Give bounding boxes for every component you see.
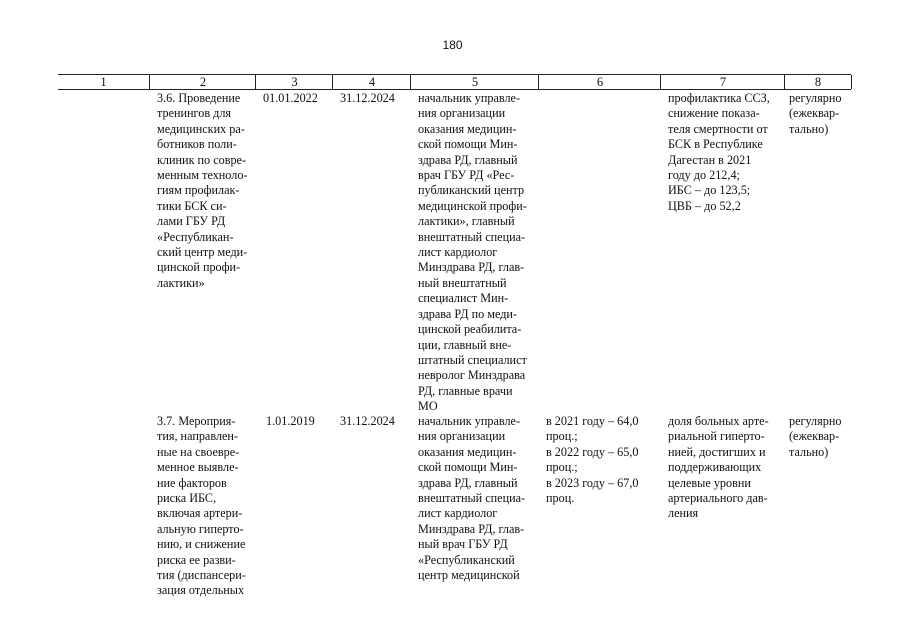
result-cell: доля больных арте- риальной гиперто- нией, достигших и поддерживающих целевые уровни артериального дав- ления: [668, 414, 769, 521]
end-date-cell: 31.12.2024: [340, 414, 395, 428]
header-col-2: 2: [149, 75, 256, 89]
header-col-3: 3: [255, 75, 333, 89]
header-col-6: 6: [538, 75, 661, 89]
start-date-cell: 01.01.2022: [263, 91, 318, 105]
indicator-cell: в 2021 году – 64,0 проц.; в 2022 году – 65,0 проц.; в 2023 году – 67,0 проц.: [546, 414, 639, 506]
table-header: [58, 74, 851, 90]
header-col-5: 5: [410, 75, 539, 89]
period-cell: регулярно (ежеквар- тально): [789, 414, 842, 459]
result-cell: профилактика ССЗ, снижение показа- теля смертности от БСК в Республике Дагестан в 2021 году до 212,4; ИБС – до 123,5; ЦВБ – до 52,2: [668, 91, 770, 213]
end-date-cell: 31.12.2024: [340, 91, 395, 105]
measure-cell: 3.6. Проведение тренингов для медицинских ра- ботников поли- клиник по совре- менным техноло- гиям профилак- тики БСК си- лами ГБУ РД «Республикан- ский центр меди- цинской профи- лактики»: [157, 91, 248, 290]
header-col-8: 8: [784, 75, 852, 89]
header-col-1: 1: [100, 75, 107, 89]
header-col-4: 4: [332, 75, 411, 89]
header-col-7: 7: [660, 75, 785, 89]
start-date-cell: 1.01.2019: [266, 414, 315, 428]
responsible-cell: начальник управле- ния организации оказания медицин- ской помощи Мин- здрава РД, главный врач ГБУ РД «Рес- публиканский центр медицинской профи- лактики», главный внештатный специа- лист кардиолог Минздрава РД, глав- ный внештатный специалист Мин- здрава РД по меди- цинской реабилита- ции, главный вне- штатный специалист невролог Минздрава РД, главные врачи МО: [418, 91, 527, 414]
page-number: 180: [442, 38, 463, 52]
responsible-cell: начальник управле- ния организации оказания медицин- ской помощи Мин- здрава РД, главный внештатный специа- лист кардиолог Минздрава РД, глав- ный врач ГБУ РД «Республиканский центр медицинской: [418, 414, 526, 583]
measure-cell: 3.7. Мероприя- тия, направлен- ные на своевре- менное выявле- ние факторов риска ИБС, включая артери- альную гиперто- нию, и снижение риска ее разви- тия (диспансери- зация отдельных: [157, 414, 246, 598]
period-cell: регулярно (ежеквар- тально): [789, 91, 842, 136]
